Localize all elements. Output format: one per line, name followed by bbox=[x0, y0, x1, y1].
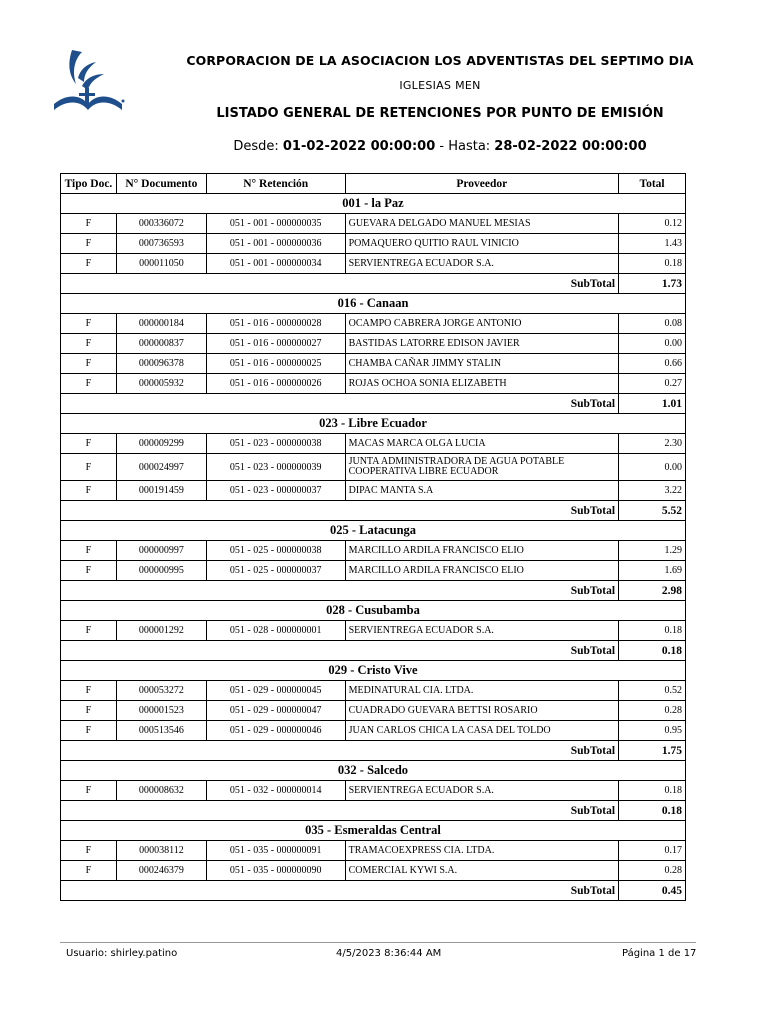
table-row bbox=[61, 434, 686, 454]
cell-total: 0.52 bbox=[619, 681, 686, 701]
table-row bbox=[61, 334, 686, 354]
group-name: 025 - Latacunga bbox=[61, 521, 686, 541]
subtotal-value: 2.98 bbox=[619, 581, 686, 601]
cell-retencion: 051 - 035 - 000000091 bbox=[206, 841, 345, 861]
cell-retencion: 051 - 001 - 000000034 bbox=[206, 254, 345, 274]
cell-proveedor: BASTIDAS LATORRE EDISON JAVIER bbox=[345, 334, 618, 354]
cell-proveedor: SERVIENTREGA ECUADOR S.A. bbox=[345, 781, 618, 801]
cell-documento: 000513546 bbox=[116, 721, 206, 741]
cell-total: 0.66 bbox=[619, 354, 686, 374]
cell-documento: 000001292 bbox=[116, 621, 206, 641]
subtotal-row bbox=[61, 641, 686, 661]
hasta-label: - Hasta: bbox=[435, 139, 495, 154]
cell-proveedor: JUAN CARLOS CHICA LA CASA DEL TOLDO bbox=[345, 721, 618, 741]
group-header-row bbox=[61, 194, 686, 214]
adventist-logo-icon bbox=[54, 48, 126, 112]
group-name: 028 - Cusubamba bbox=[61, 601, 686, 621]
cell-retencion: 051 - 035 - 000000090 bbox=[206, 861, 345, 881]
table-row bbox=[61, 374, 686, 394]
subtotal-row bbox=[61, 394, 686, 414]
cell-retencion: 051 - 016 - 000000027 bbox=[206, 334, 345, 354]
cell-documento: 000246379 bbox=[116, 861, 206, 881]
subtotal-label: SubTotal bbox=[61, 641, 619, 661]
report-title: LISTADO GENERAL DE RETENCIONES POR PUNTO DE EMISIÓN bbox=[216, 106, 664, 121]
cell-tipo: F bbox=[61, 721, 117, 741]
cell-proveedor: CUADRADO GUEVARA BETTSI ROSARIO bbox=[345, 701, 618, 721]
cell-total: 0.18 bbox=[619, 781, 686, 801]
group-header-row bbox=[61, 294, 686, 314]
cell-retencion: 051 - 023 - 000000037 bbox=[206, 481, 345, 501]
cell-total: 0.95 bbox=[619, 721, 686, 741]
subtotal-value: 0.45 bbox=[619, 881, 686, 901]
desde-label: Desde: bbox=[233, 139, 283, 154]
cell-retencion: 051 - 023 - 000000039 bbox=[206, 454, 345, 481]
cell-documento: 000008632 bbox=[116, 781, 206, 801]
cell-documento: 000191459 bbox=[116, 481, 206, 501]
cell-documento: 000005932 bbox=[116, 374, 206, 394]
footer-user: Usuario: shirley.patino bbox=[66, 948, 178, 959]
col-header-proveedor: Proveedor bbox=[345, 174, 618, 194]
cell-proveedor: ROJAS OCHOA SONIA ELIZABETH bbox=[345, 374, 618, 394]
table-row bbox=[61, 701, 686, 721]
table-row bbox=[61, 861, 686, 881]
col-header-documento: N° Documento bbox=[116, 174, 206, 194]
cell-retencion: 051 - 032 - 000000014 bbox=[206, 781, 345, 801]
date-range bbox=[140, 139, 740, 154]
cell-tipo: F bbox=[61, 861, 117, 881]
subtotal-value: 0.18 bbox=[619, 801, 686, 821]
subtotal-label: SubTotal bbox=[61, 801, 619, 821]
table-body bbox=[61, 194, 686, 901]
subtotal-value: 1.01 bbox=[619, 394, 686, 414]
table-row bbox=[61, 214, 686, 234]
cell-proveedor: JUNTA ADMINISTRADORA DE AGUA POTABLE COOPERATIVA LIBRE ECUADOR bbox=[345, 454, 618, 481]
subtotal-row bbox=[61, 581, 686, 601]
cell-retencion: 051 - 023 - 000000038 bbox=[206, 434, 345, 454]
cell-proveedor: MACAS MARCA OLGA LUCIA bbox=[345, 434, 618, 454]
subtotal-label: SubTotal bbox=[61, 274, 619, 294]
cell-documento: 000009299 bbox=[116, 434, 206, 454]
cell-documento: 000000995 bbox=[116, 561, 206, 581]
group-name: 035 - Esmeraldas Central bbox=[61, 821, 686, 841]
table-row bbox=[61, 481, 686, 501]
cell-tipo: F bbox=[61, 314, 117, 334]
subtotal-row bbox=[61, 274, 686, 294]
cell-tipo: F bbox=[61, 214, 117, 234]
cell-documento: 000053272 bbox=[116, 681, 206, 701]
cell-proveedor: CHAMBA CAÑAR JIMMY STALIN bbox=[345, 354, 618, 374]
cell-total: 0.08 bbox=[619, 314, 686, 334]
table-row bbox=[61, 721, 686, 741]
cell-tipo: F bbox=[61, 701, 117, 721]
cell-documento: 000038112 bbox=[116, 841, 206, 861]
group-header-row bbox=[61, 521, 686, 541]
cell-documento: 000336072 bbox=[116, 214, 206, 234]
cell-total: 1.29 bbox=[619, 541, 686, 561]
subtotal-value: 5.52 bbox=[619, 501, 686, 521]
table-row bbox=[61, 454, 686, 481]
table-row bbox=[61, 314, 686, 334]
table-row bbox=[61, 561, 686, 581]
group-header-row bbox=[61, 761, 686, 781]
table-row bbox=[61, 781, 686, 801]
cell-retencion: 051 - 001 - 000000036 bbox=[206, 234, 345, 254]
cell-documento: 000011050 bbox=[116, 254, 206, 274]
cell-retencion: 051 - 025 - 000000037 bbox=[206, 561, 345, 581]
subtotal-row bbox=[61, 741, 686, 761]
subtotal-label: SubTotal bbox=[61, 501, 619, 521]
cell-total: 0.18 bbox=[619, 254, 686, 274]
cell-proveedor: MARCILLO ARDILA FRANCISCO ELIO bbox=[345, 541, 618, 561]
subtotal-row bbox=[61, 881, 686, 901]
cell-documento: 000000837 bbox=[116, 334, 206, 354]
cell-proveedor: SERVIENTREGA ECUADOR S.A. bbox=[345, 621, 618, 641]
table-row bbox=[61, 354, 686, 374]
cell-documento: 000000184 bbox=[116, 314, 206, 334]
cell-tipo: F bbox=[61, 374, 117, 394]
cell-tipo: F bbox=[61, 681, 117, 701]
group-header-row bbox=[61, 414, 686, 434]
footer-divider bbox=[60, 942, 696, 943]
table-row bbox=[61, 541, 686, 561]
cell-total: 0.28 bbox=[619, 861, 686, 881]
cell-total: 0.00 bbox=[619, 454, 686, 481]
cell-tipo: F bbox=[61, 334, 117, 354]
subtotal-value: 1.73 bbox=[619, 274, 686, 294]
cell-proveedor: POMAQUERO QUITIO RAUL VINICIO bbox=[345, 234, 618, 254]
group-name: 016 - Canaan bbox=[61, 294, 686, 314]
cell-total: 0.28 bbox=[619, 701, 686, 721]
cell-total: 0.18 bbox=[619, 621, 686, 641]
cell-retencion: 051 - 028 - 000000001 bbox=[206, 621, 345, 641]
cell-documento: 000024997 bbox=[116, 454, 206, 481]
cell-retencion: 051 - 001 - 000000035 bbox=[206, 214, 345, 234]
cell-proveedor: OCAMPO CABRERA JORGE ANTONIO bbox=[345, 314, 618, 334]
cell-tipo: F bbox=[61, 561, 117, 581]
col-header-total: Total bbox=[619, 174, 686, 194]
subtotal-label: SubTotal bbox=[61, 881, 619, 901]
cell-tipo: F bbox=[61, 621, 117, 641]
subtotal-row bbox=[61, 801, 686, 821]
subtotal-value: 0.18 bbox=[619, 641, 686, 661]
cell-tipo: F bbox=[61, 454, 117, 481]
group-header-row bbox=[61, 601, 686, 621]
cell-total: 3.22 bbox=[619, 481, 686, 501]
cell-total: 0.27 bbox=[619, 374, 686, 394]
group-name: 029 - Cristo Vive bbox=[61, 661, 686, 681]
cell-total: 0.00 bbox=[619, 334, 686, 354]
cell-total: 0.17 bbox=[619, 841, 686, 861]
cell-total: 1.69 bbox=[619, 561, 686, 581]
table-row bbox=[61, 841, 686, 861]
cell-proveedor: MARCILLO ARDILA FRANCISCO ELIO bbox=[345, 561, 618, 581]
cell-total: 0.12 bbox=[619, 214, 686, 234]
cell-tipo: F bbox=[61, 841, 117, 861]
subtotal-label: SubTotal bbox=[61, 581, 619, 601]
cell-tipo: F bbox=[61, 781, 117, 801]
cell-retencion: 051 - 016 - 000000025 bbox=[206, 354, 345, 374]
cell-proveedor: COMERCIAL KYWI S.A. bbox=[345, 861, 618, 881]
group-name: 001 - la Paz bbox=[61, 194, 686, 214]
cell-documento: 000096378 bbox=[116, 354, 206, 374]
cell-retencion: 051 - 029 - 000000047 bbox=[206, 701, 345, 721]
table-row bbox=[61, 621, 686, 641]
col-header-retencion: N° Retención bbox=[206, 174, 345, 194]
cell-retencion: 051 - 016 - 000000026 bbox=[206, 374, 345, 394]
cell-proveedor: GUEVARA DELGADO MANUEL MESIAS bbox=[345, 214, 618, 234]
cell-documento: 000736593 bbox=[116, 234, 206, 254]
table-row bbox=[61, 234, 686, 254]
desde-value: 01-02-2022 00:00:00 bbox=[282, 139, 436, 154]
subtotal-label: SubTotal bbox=[61, 394, 619, 414]
cell-proveedor: MEDINATURAL CIA. LTDA. bbox=[345, 681, 618, 701]
retenciones-table bbox=[60, 173, 686, 901]
group-header-row bbox=[61, 661, 686, 681]
footer-page: Página 1 de 17 bbox=[622, 948, 697, 959]
cell-tipo: F bbox=[61, 541, 117, 561]
cell-tipo: F bbox=[61, 354, 117, 374]
cell-proveedor: DIPAC MANTA S.A bbox=[345, 481, 618, 501]
subtotal-row bbox=[61, 501, 686, 521]
hasta-value: 28-02-2022 00:00:00 bbox=[494, 139, 647, 154]
cell-retencion: 051 - 029 - 000000045 bbox=[206, 681, 345, 701]
cell-retencion: 051 - 025 - 000000038 bbox=[206, 541, 345, 561]
table-row bbox=[61, 681, 686, 701]
subtotal-value: 1.75 bbox=[619, 741, 686, 761]
table-row bbox=[61, 254, 686, 274]
organization-subtitle: IGLESIAS MEN bbox=[399, 79, 481, 92]
cell-total: 1.43 bbox=[619, 234, 686, 254]
cell-retencion: 051 - 016 - 000000028 bbox=[206, 314, 345, 334]
organization-name: CORPORACION DE LA ASOCIACION LOS ADVENTISTAS DEL SEPTIMO DIA bbox=[186, 53, 694, 68]
cell-proveedor: SERVIENTREGA ECUADOR S.A. bbox=[345, 254, 618, 274]
cell-proveedor: TRAMACOEXPRESS CIA. LTDA. bbox=[345, 841, 618, 861]
cell-total: 2.30 bbox=[619, 434, 686, 454]
cell-tipo: F bbox=[61, 481, 117, 501]
cell-tipo: F bbox=[61, 434, 117, 454]
subtotal-label: SubTotal bbox=[61, 741, 619, 761]
group-name: 032 - Salcedo bbox=[61, 761, 686, 781]
table-header-row bbox=[61, 174, 686, 194]
footer-datetime: 4/5/2023 8:36:44 AM bbox=[336, 948, 442, 959]
group-name: 023 - Libre Ecuador bbox=[61, 414, 686, 434]
cell-documento: 000001523 bbox=[116, 701, 206, 721]
group-header-row bbox=[61, 821, 686, 841]
col-header-tipo: Tipo Doc. bbox=[61, 174, 117, 194]
cell-tipo: F bbox=[61, 254, 117, 274]
cell-retencion: 051 - 029 - 000000046 bbox=[206, 721, 345, 741]
cell-tipo: F bbox=[61, 234, 117, 254]
cell-documento: 000000997 bbox=[116, 541, 206, 561]
